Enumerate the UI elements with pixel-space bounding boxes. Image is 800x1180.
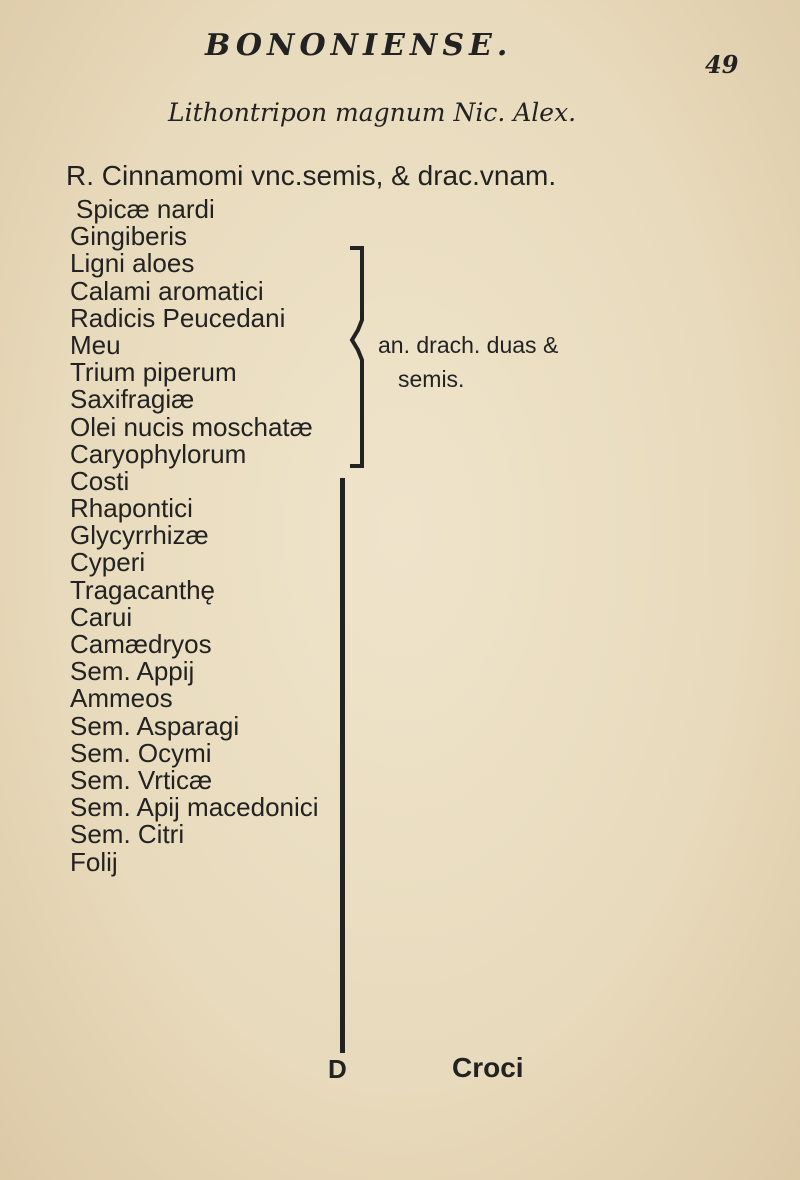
ingredient-item: Radicis Peucedani [70,302,286,333]
dose-line-2: semis. [398,366,465,392]
brace-mark: D [328,1054,347,1084]
dose-line-1: an. drach. duas & [378,332,559,358]
ingredient-item: Spicæ nardi [76,194,215,224]
ingredient-item: Sem. Ocymi [70,737,212,768]
recipe-intro: R. Cinnamomi vnc.semis, & drac.vnam. [66,160,557,191]
dose-instruction [378,328,558,396]
ingredient-item: Carui [70,601,133,632]
ingredient-item: Sem. Citri [70,819,185,850]
page-number: 49 [705,50,739,79]
brace-bracket [330,240,380,485]
ingredient-item: Glycyrrhizæ [70,520,209,551]
ingredient-item: Ammeos [70,683,173,714]
ingredient-item: Sem. Apij macedonici [70,792,319,823]
ingredient-item: Tragacanthę [70,574,216,605]
ingredient-item: Sem. Asparagi [70,710,240,741]
ingredient-item: Caryophylorum [70,438,247,469]
ingredient-item: Folij [70,846,118,877]
recipe-title: Lithontripon magnum Nic. Alex. [168,98,577,127]
ingredient-item: Saxifragiæ [70,384,195,415]
ingredient-list [70,196,319,876]
ingredient-item: Sem. Appij [70,656,195,687]
ingredient-item: Olei nucis moschatæ [70,411,313,442]
ingredient-item: Rhapontici [70,493,193,524]
vertical-rule [340,478,345,1053]
ingredient-item: Costi [70,465,130,496]
ingredient-item: Calami aromatici [70,275,264,306]
ingredient-item: Ligni aloes [70,248,195,279]
ingredient-item: Sem. Vrticæ [70,764,213,795]
catchword: Croci [452,1052,524,1083]
ingredient-item: Camædryos [70,629,212,659]
ingredient-item: Cyperi [70,547,146,578]
running-head: BONONIENSE. [205,28,513,63]
ingredient-item: Trium piperum [70,357,237,388]
ingredient-item: Meu [70,329,121,360]
ingredient-item: Gingiberis [70,221,188,252]
